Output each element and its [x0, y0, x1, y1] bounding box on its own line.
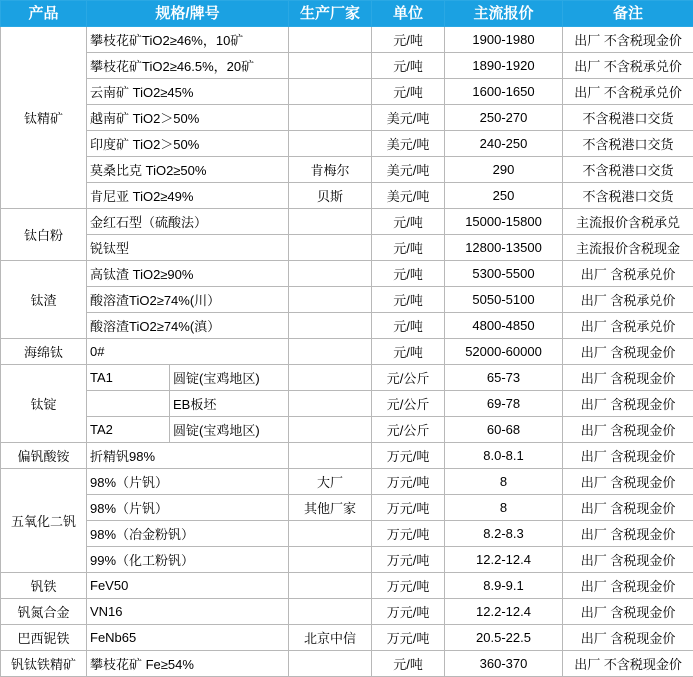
cell-remark: 出厂 含税承兑价 [563, 287, 693, 313]
cell-remark: 主流报价含税现金 [563, 235, 693, 261]
cell-factory [289, 27, 372, 53]
cell-product: 钛锭 [1, 365, 87, 443]
cell-unit: 元/吨 [372, 27, 445, 53]
cell-spec-form: 圆锭(宝鸡地区) [170, 365, 289, 391]
cell-price: 60-68 [445, 417, 563, 443]
table-row [1, 573, 693, 599]
cell-unit: 万元/吨 [372, 625, 445, 651]
cell-factory [289, 79, 372, 105]
table-row [1, 209, 693, 235]
cell-price: 1600-1650 [445, 79, 563, 105]
cell-price: 52000-60000 [445, 339, 563, 365]
cell-factory [289, 261, 372, 287]
cell-product: 钛白粉 [1, 209, 87, 261]
cell-spec: 攀枝花矿 Fe≥54% [87, 651, 289, 677]
cell-factory: 其他厂家 [289, 495, 372, 521]
cell-spec: 印度矿 TiO2＞50% [87, 131, 289, 157]
cell-factory [289, 651, 372, 677]
cell-price: 65-73 [445, 365, 563, 391]
cell-spec: 锐钛型 [87, 235, 289, 261]
cell-product: 钒铁 [1, 573, 87, 599]
cell-remark: 不含税港口交货 [563, 105, 693, 131]
cell-spec: 肯尼亚 TiO2≥49% [87, 183, 289, 209]
cell-spec: 酸溶渣TiO2≥74%(滇） [87, 313, 289, 339]
cell-price: 69-78 [445, 391, 563, 417]
table-row [1, 53, 693, 79]
cell-unit: 万元/吨 [372, 495, 445, 521]
cell-unit: 元/吨 [372, 287, 445, 313]
cell-price: 12800-13500 [445, 235, 563, 261]
cell-remark: 出厂 不含税承兑价 [563, 79, 693, 105]
cell-remark: 不含税港口交货 [563, 157, 693, 183]
table-row [1, 105, 693, 131]
table-row [1, 521, 693, 547]
cell-remark: 不含税港口交货 [563, 131, 693, 157]
cell-unit: 元/吨 [372, 209, 445, 235]
cell-factory [289, 339, 372, 365]
cell-spec: FeV50 [87, 573, 289, 599]
cell-price: 8.9-9.1 [445, 573, 563, 599]
cell-factory [289, 287, 372, 313]
table-row [1, 235, 693, 261]
cell-unit: 元/吨 [372, 235, 445, 261]
cell-spec: VN16 [87, 599, 289, 625]
cell-remark: 出厂 不含税现金价 [563, 27, 693, 53]
cell-price: 290 [445, 157, 563, 183]
table-row [1, 261, 693, 287]
table-body [1, 27, 693, 677]
table-row [1, 79, 693, 105]
cell-factory: 北京中信 [289, 625, 372, 651]
cell-unit: 美元/吨 [372, 157, 445, 183]
cell-price: 12.2-12.4 [445, 599, 563, 625]
cell-product: 钒氮合金 [1, 599, 87, 625]
cell-spec: FeNb65 [87, 625, 289, 651]
cell-spec: 攀枝花矿TiO2≥46.5%，20矿 [87, 53, 289, 79]
cell-factory [289, 573, 372, 599]
cell-remark: 出厂 含税现金价 [563, 495, 693, 521]
cell-remark: 不含税港口交货 [563, 183, 693, 209]
cell-spec: 越南矿 TiO2＞50% [87, 105, 289, 131]
cell-remark: 出厂 含税现金价 [563, 547, 693, 573]
cell-unit: 万元/吨 [372, 469, 445, 495]
cell-factory: 肯梅尔 [289, 157, 372, 183]
cell-unit: 万元/吨 [372, 573, 445, 599]
table-row [1, 131, 693, 157]
cell-remark: 出厂 含税承兑价 [563, 261, 693, 287]
cell-spec: 98%（片钒） [87, 495, 289, 521]
cell-factory [289, 235, 372, 261]
cell-price: 5300-5500 [445, 261, 563, 287]
cell-price: 8.2-8.3 [445, 521, 563, 547]
cell-product: 海绵钛 [1, 339, 87, 365]
cell-spec: 云南矿 TiO2≥45% [87, 79, 289, 105]
cell-price: 4800-4850 [445, 313, 563, 339]
cell-spec: 酸溶渣TiO2≥74%(川） [87, 287, 289, 313]
cell-unit: 元/公斤 [372, 391, 445, 417]
cell-product: 钛渣 [1, 261, 87, 339]
cell-unit: 元/吨 [372, 79, 445, 105]
cell-price: 8.0-8.1 [445, 443, 563, 469]
cell-product: 偏钒酸铵 [1, 443, 87, 469]
cell-price: 5050-5100 [445, 287, 563, 313]
cell-spec-form: EB板坯 [170, 391, 289, 417]
cell-spec: 莫桑比克 TiO2≥50% [87, 157, 289, 183]
cell-unit: 元/吨 [372, 53, 445, 79]
cell-factory [289, 599, 372, 625]
cell-spec: 98%（冶金粉钒） [87, 521, 289, 547]
cell-factory [289, 53, 372, 79]
table-row [1, 365, 693, 391]
cell-product: 五氧化二钒 [1, 469, 87, 573]
cell-product: 钒钛铁精矿 [1, 651, 87, 677]
cell-spec: 攀枝花矿TiO2≥46%，10矿 [87, 27, 289, 53]
cell-unit: 元/吨 [372, 261, 445, 287]
cell-price: 360-370 [445, 651, 563, 677]
cell-remark: 出厂 含税现金价 [563, 599, 693, 625]
cell-remark: 出厂 含税现金价 [563, 339, 693, 365]
table-row [1, 417, 693, 443]
cell-spec: 0# [87, 339, 289, 365]
cell-remark: 出厂 含税现金价 [563, 469, 693, 495]
header-factory: 生产厂家 [289, 1, 372, 27]
table-row [1, 495, 693, 521]
cell-price: 20.5-22.5 [445, 625, 563, 651]
cell-price: 250-270 [445, 105, 563, 131]
table-row [1, 287, 693, 313]
cell-unit: 元/吨 [372, 313, 445, 339]
table-row [1, 339, 693, 365]
cell-factory [289, 313, 372, 339]
table-row [1, 313, 693, 339]
table-row [1, 183, 693, 209]
cell-factory: 大厂 [289, 469, 372, 495]
cell-unit: 美元/吨 [372, 105, 445, 131]
cell-unit: 万元/吨 [372, 599, 445, 625]
cell-unit: 万元/吨 [372, 547, 445, 573]
table-row [1, 547, 693, 573]
cell-spec-grade: TA1 [87, 365, 170, 391]
cell-spec: 99%（化工粉钒） [87, 547, 289, 573]
cell-product: 巴西铌铁 [1, 625, 87, 651]
cell-unit: 元/公斤 [372, 417, 445, 443]
table-row [1, 443, 693, 469]
cell-remark: 出厂 含税承兑价 [563, 313, 693, 339]
cell-spec: 金红石型（硫酸法） [87, 209, 289, 235]
cell-spec: 折精钒98% [87, 443, 289, 469]
cell-product: 钛精矿 [1, 27, 87, 209]
cell-price: 240-250 [445, 131, 563, 157]
cell-unit: 万元/吨 [372, 521, 445, 547]
cell-factory [289, 209, 372, 235]
cell-spec-form: 圆锭(宝鸡地区) [170, 417, 289, 443]
cell-factory [289, 417, 372, 443]
header-spec: 规格/牌号 [87, 1, 289, 27]
cell-spec-grade: TA2 [87, 417, 170, 443]
cell-unit: 元/吨 [372, 339, 445, 365]
cell-remark: 出厂 含税现金价 [563, 573, 693, 599]
cell-unit: 美元/吨 [372, 183, 445, 209]
cell-price: 8 [445, 469, 563, 495]
table-row [1, 469, 693, 495]
cell-remark: 出厂 不含税承兑价 [563, 53, 693, 79]
cell-price: 8 [445, 495, 563, 521]
table-row [1, 391, 693, 417]
cell-unit: 元/公斤 [372, 365, 445, 391]
cell-spec: 98%（片钒） [87, 469, 289, 495]
cell-spec-grade [87, 391, 170, 417]
cell-price: 250 [445, 183, 563, 209]
cell-remark: 出厂 含税现金价 [563, 521, 693, 547]
cell-remark: 出厂 含税现金价 [563, 443, 693, 469]
table-row [1, 599, 693, 625]
cell-factory [289, 105, 372, 131]
header-remark: 备注 [563, 1, 693, 27]
table-row [1, 651, 693, 677]
cell-factory [289, 391, 372, 417]
table-header-row [1, 1, 693, 27]
header-unit: 单位 [372, 1, 445, 27]
cell-unit: 美元/吨 [372, 131, 445, 157]
cell-remark: 出厂 含税现金价 [563, 625, 693, 651]
cell-factory [289, 521, 372, 547]
cell-price: 1900-1980 [445, 27, 563, 53]
cell-remark: 出厂 含税现金价 [563, 391, 693, 417]
header-price: 主流报价 [445, 1, 563, 27]
cell-unit: 万元/吨 [372, 443, 445, 469]
cell-remark: 出厂 含税现金价 [563, 417, 693, 443]
header-product: 产品 [1, 1, 87, 27]
cell-price: 1890-1920 [445, 53, 563, 79]
cell-remark: 主流报价含税承兑 [563, 209, 693, 235]
cell-factory: 贝斯 [289, 183, 372, 209]
table-row [1, 27, 693, 53]
cell-factory [289, 547, 372, 573]
table-row [1, 157, 693, 183]
cell-remark: 出厂 不含税现金价 [563, 651, 693, 677]
cell-factory [289, 131, 372, 157]
cell-spec: 高钛渣 TiO2≥90% [87, 261, 289, 287]
cell-price: 15000-15800 [445, 209, 563, 235]
cell-factory [289, 365, 372, 391]
cell-factory [289, 443, 372, 469]
cell-price: 12.2-12.4 [445, 547, 563, 573]
cell-remark: 出厂 含税现金价 [563, 365, 693, 391]
cell-unit: 元/吨 [372, 651, 445, 677]
